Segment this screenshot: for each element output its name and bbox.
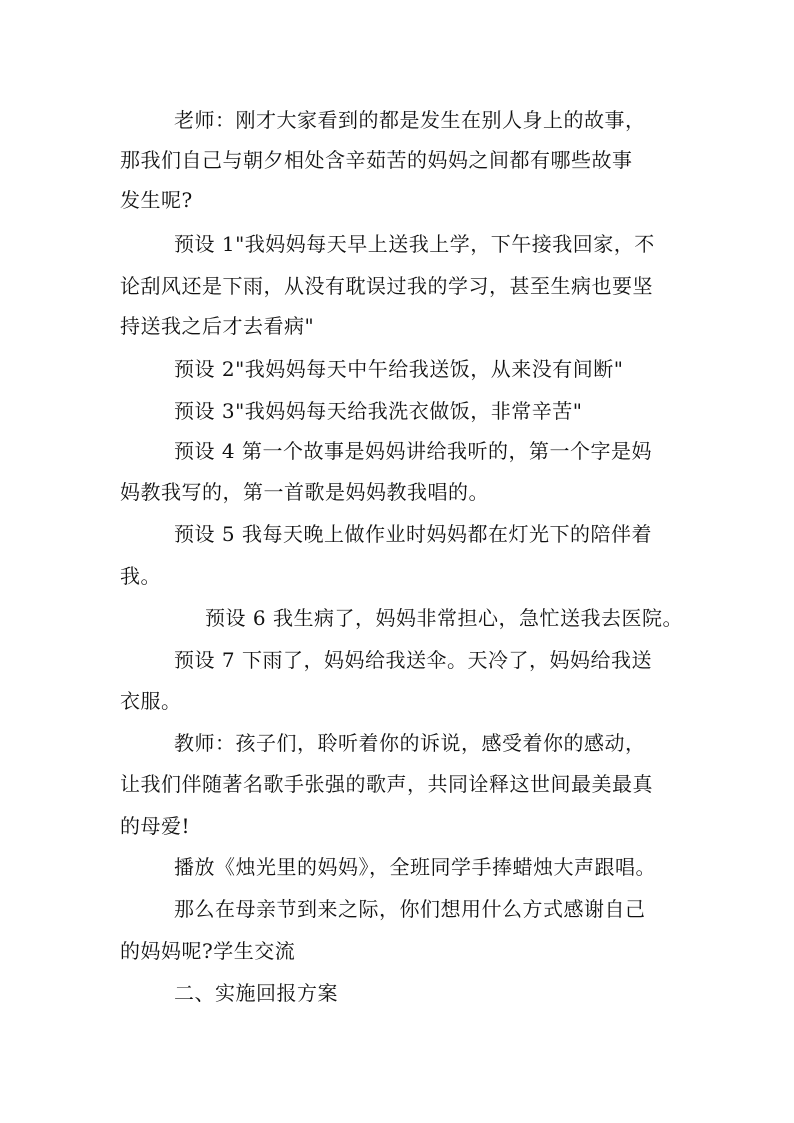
paragraph-line: 播放《烛光里的妈妈》，全班同学手捧蜡烛大声跟唱。 xyxy=(174,855,656,879)
paragraph-line: 预设 3"我妈妈每天给我洗衣做饭，非常辛苦" xyxy=(174,399,583,423)
paragraph-line: 预设 4 第一个故事是妈妈讲给我听的，第一个字是妈 xyxy=(174,439,652,463)
paragraph-line: 让我们伴随著名歌手张强的歌声，共同诠释这世间最美最真 xyxy=(120,772,653,796)
paragraph-line: 的母爱! xyxy=(120,814,191,838)
section-heading: 二、实施回报方案 xyxy=(174,981,338,1005)
paragraph-line: 妈教我写的，第一首歌是妈妈教我唱的。 xyxy=(120,480,489,504)
paragraph-line: 论刮风还是下雨，从没有耽误过我的学习，甚至生病也要坚 xyxy=(120,274,653,298)
paragraph-line: 发生呢? xyxy=(120,188,193,212)
paragraph-line: 预设 1"我妈妈每天早上送我上学，下午接我回家，不 xyxy=(174,232,655,256)
paragraph-line: 预设 2"我妈妈每天中午给我送饭，从来没有间断" xyxy=(174,357,624,381)
paragraph-line: 教师：孩子们，聆听着你的诉说，感受着你的感动， xyxy=(174,731,646,755)
paragraph-line: 那么在母亲节到来之际，你们想用什么方式感谢自己 xyxy=(174,897,646,921)
paragraph-line: 预设 6 我生病了，妈妈非常担心，急忙送我去医院。 xyxy=(205,606,683,630)
paragraph-line: 那我们自己与朝夕相处含辛茹苦的妈妈之间都有哪些故事 xyxy=(120,148,633,172)
paragraph-line: 持送我之后才去看病" xyxy=(120,314,315,338)
paragraph-line: 的妈妈呢?学生交流 xyxy=(120,939,296,963)
paragraph-line: 我。 xyxy=(120,564,161,588)
paragraph-line: 老师：刚才大家看到的都是发生在别人身上的故事， xyxy=(174,108,646,132)
paragraph-line: 预设 7 下雨了，妈妈给我送伞。天冷了，妈妈给我送 xyxy=(174,648,652,672)
paragraph-line: 预设 5 我每天晚上做作业时妈妈都在灯光下的陪伴着 xyxy=(174,522,652,546)
paragraph-line: 衣服。 xyxy=(120,689,182,713)
